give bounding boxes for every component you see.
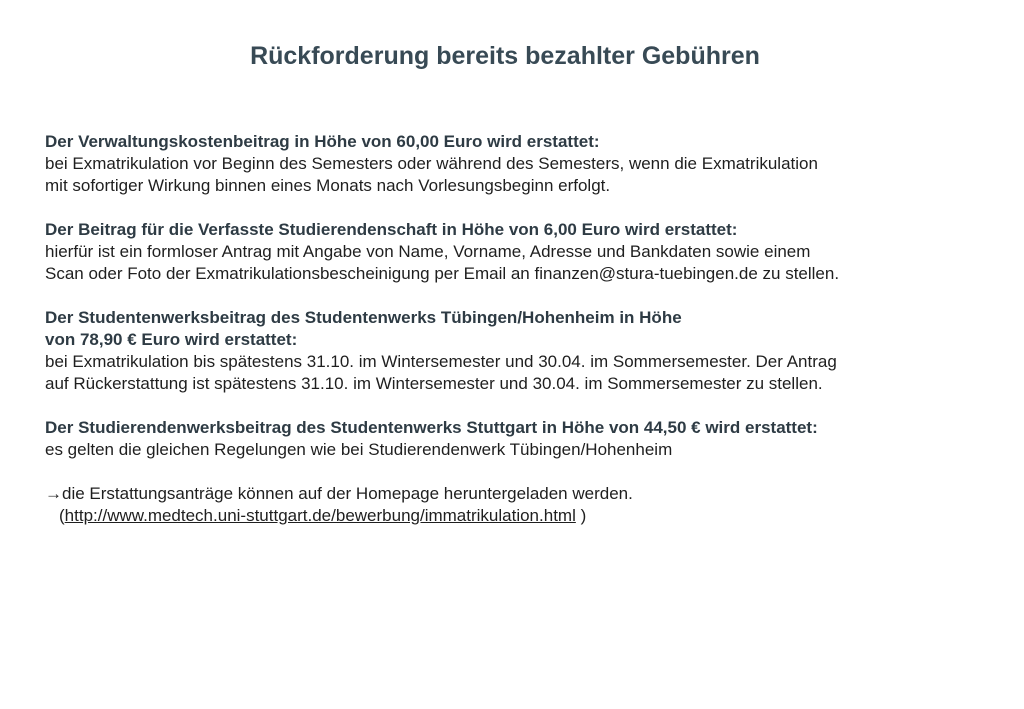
section-verfasste-studierendenschaft xyxy=(45,219,1005,285)
note-text: die Erstattungsanträge können auf der Homepage heruntergeladen werden. xyxy=(62,484,633,503)
section-verwaltungskostenbeitrag xyxy=(45,131,1005,197)
section-body-line: Scan oder Foto der Exmatrikulationsbescheinigung per Email an finanzen@stura-tuebingen.de zu stellen. xyxy=(45,264,840,283)
homepage-link[interactable]: http://www.medtech.uni-stuttgart.de/bewerbung/immatrikulation.html xyxy=(64,506,576,525)
section-studentenwerk-tuebingen xyxy=(45,307,1005,395)
paren-open: ( xyxy=(59,506,65,525)
arrow-right-icon: → xyxy=(45,484,62,503)
paren-close: ) xyxy=(575,506,587,525)
page-title: Rückforderung bereits bezahlter Gebühren xyxy=(250,42,760,70)
section-studierendenwerk-stuttgart xyxy=(45,417,1005,461)
section-heading: Der Verwaltungskostenbeitrag in Höhe von 60,00 Euro wird erstattet: xyxy=(45,132,600,151)
section-body-line: auf Rückerstattung ist spätestens 31.10. im Wintersemester und 30.04. im Sommersemester zu stellen. xyxy=(45,374,823,393)
link-line xyxy=(45,505,1005,527)
section-body-line: es gelten die gleichen Regelungen wie bei Studierendenwerk Tübingen/Hohenheim xyxy=(45,440,673,459)
section-heading: Der Studierendenwerksbeitrag des Studentenwerks Stuttgart in Höhe von 44,50 € wird erstattet: xyxy=(45,418,818,437)
section-heading: Der Beitrag für die Verfasste Studierendenschaft in Höhe von 6,00 Euro wird erstattet: xyxy=(45,220,738,239)
section-body-line: bei Exmatrikulation vor Beginn des Semesters oder während des Semesters, wenn die Exmatrikulation xyxy=(45,154,818,173)
section-body-line: bei Exmatrikulation bis spätestens 31.10. im Wintersemester und 30.04. im Sommersemester. Der Antrag xyxy=(45,352,837,371)
download-note xyxy=(45,483,1005,527)
section-heading: Der Studentenwerksbeitrag des Studentenwerks Tübingen/Hohenheim in Höhe xyxy=(45,308,682,327)
section-heading: von 78,90 € Euro wird erstattet: xyxy=(45,330,298,349)
section-body-line: mit sofortiger Wirkung binnen eines Monats nach Vorlesungsbeginn erfolgt. xyxy=(45,176,611,195)
note-line xyxy=(45,483,1005,505)
section-body-line: hierfür ist ein formloser Antrag mit Angabe von Name, Vorname, Adresse und Bankdaten sowie einem xyxy=(45,242,811,261)
document-content xyxy=(45,131,1005,549)
